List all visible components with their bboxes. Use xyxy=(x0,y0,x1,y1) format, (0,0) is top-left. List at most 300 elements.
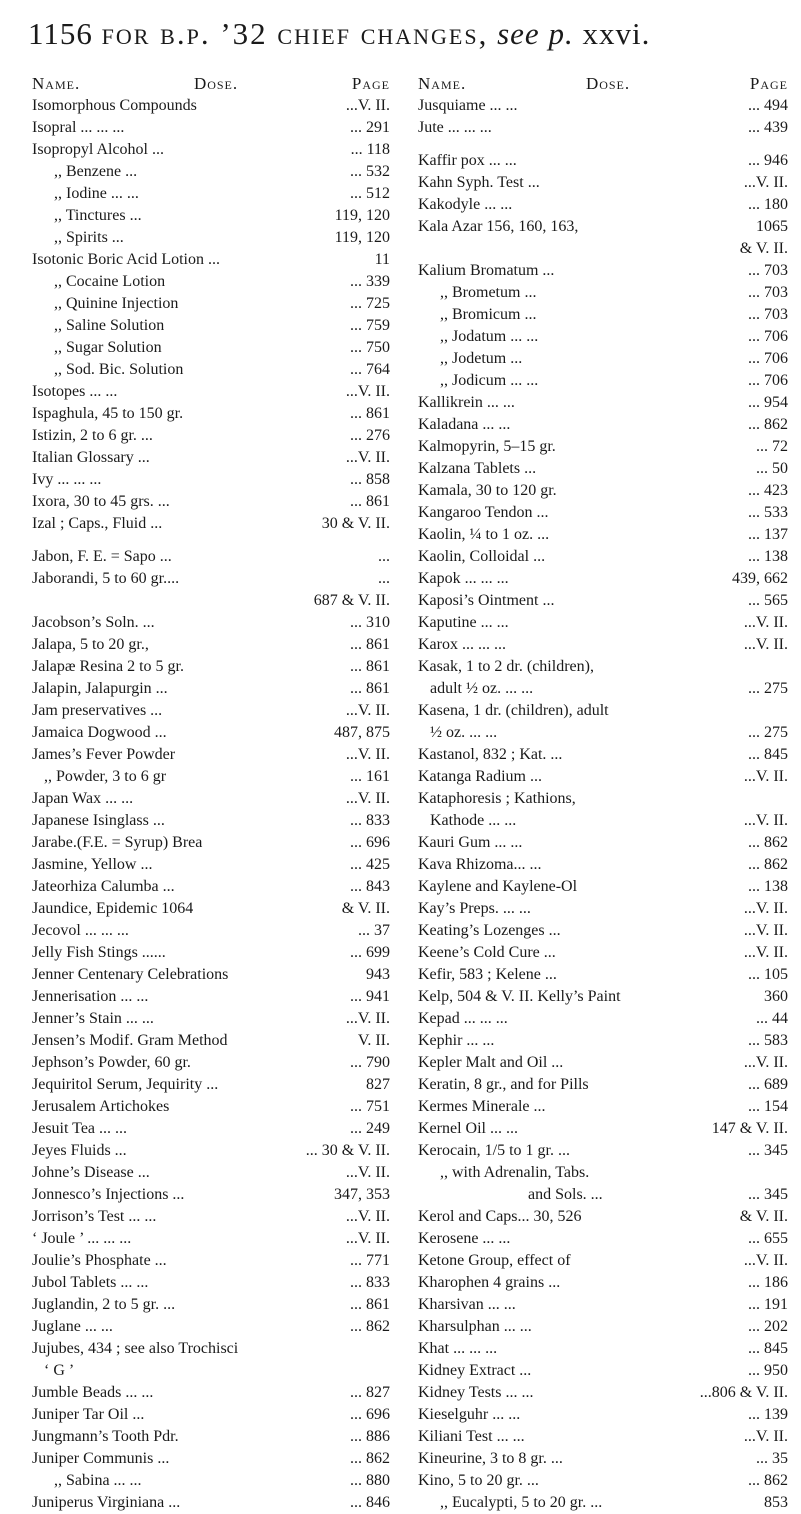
right-entries xyxy=(418,95,788,1514)
index-entry xyxy=(32,491,390,513)
entry-page: ... 703 xyxy=(748,284,788,301)
entry-page: ... 44 xyxy=(756,1010,788,1027)
index-entry xyxy=(418,172,788,194)
index-entry xyxy=(418,216,788,238)
entry-page: ... 703 xyxy=(748,306,788,323)
index-entry xyxy=(418,414,788,436)
index-entry xyxy=(418,788,788,810)
entry-page: 11 xyxy=(374,251,390,268)
entry-name: James’s Fever Powder xyxy=(32,746,176,763)
entry-page: ... 843 xyxy=(350,878,390,895)
entry-page: ...V. II. xyxy=(345,449,390,466)
index-entry xyxy=(32,612,390,634)
entry-name: Juniperus Virginiana ... xyxy=(32,1494,181,1511)
header-see-ref: see p. xyxy=(497,16,574,51)
entry-name: Kerocain, 1/5 to 1 gr. ... xyxy=(418,1142,570,1159)
index-entry xyxy=(418,1360,788,1382)
entry-page: ... 833 xyxy=(350,1274,390,1291)
entry-name: Jaundice, Epidemic 1064 xyxy=(32,900,194,917)
entry-page: ... 37 xyxy=(358,922,390,939)
entry-page: ... 827 xyxy=(350,1384,390,1401)
entry-page: ... 423 xyxy=(748,482,788,499)
index-entry xyxy=(418,810,788,832)
entry-name: Isotopes ... ... xyxy=(32,383,118,400)
entry-name: Jequiritol Serum, Jequirity ... xyxy=(32,1076,219,1093)
entry-page: ... xyxy=(378,570,390,587)
entry-name: Kay’s Preps. ... ... xyxy=(418,900,531,917)
index-entry xyxy=(32,1228,390,1250)
entry-page: ... 310 xyxy=(350,614,390,631)
index-entry xyxy=(418,1426,788,1448)
entry-name: Keating’s Lozenges ... xyxy=(418,922,561,939)
entry-name: ,, Cocaine Lotion xyxy=(54,273,166,290)
entry-name: Japan Wax ... ... xyxy=(32,790,134,807)
entry-name: Juglandin, 2 to 5 gr. ... xyxy=(32,1296,176,1313)
index-entry xyxy=(418,150,788,172)
index-entry xyxy=(32,810,390,832)
entry-name: adult ½ oz. ... ... xyxy=(430,680,534,697)
entry-name: Kino, 5 to 20 gr. ... xyxy=(418,1472,539,1489)
entry-page: ... 886 xyxy=(350,1428,390,1445)
entry-page: ... 861 xyxy=(350,493,390,510)
index-entry xyxy=(418,1162,788,1184)
index-entry xyxy=(418,480,788,502)
index-entry xyxy=(32,590,390,612)
entry-name: ,, Sod. Bic. Solution xyxy=(54,361,184,378)
index-entry xyxy=(418,458,788,480)
entry-name: Jenner’s Stain ... ... xyxy=(32,1010,154,1027)
entry-name: Kelp, 504 & V. II. Kelly’s Paint xyxy=(418,988,621,1005)
index-entry xyxy=(32,656,390,678)
entry-name: Jenner Centenary Celebrations xyxy=(32,966,229,983)
entry-name: Jaborandi, 5 to 60 gr.... xyxy=(32,570,180,587)
entry-page: ...V. II. xyxy=(345,383,390,400)
entry-name: Jorrison’s Test ... ... xyxy=(32,1208,157,1225)
entry-page: ...V. II. xyxy=(743,1252,788,1269)
index-entry xyxy=(418,348,788,370)
entry-page: ... 861 xyxy=(350,680,390,697)
index-entry xyxy=(418,744,788,766)
entry-page: ...V. II. xyxy=(345,746,390,763)
entry-page: ... 138 xyxy=(748,548,788,565)
index-entry xyxy=(32,1404,390,1426)
entry-name: Isopropyl Alcohol ... xyxy=(32,141,164,158)
entry-page: ... 118 xyxy=(350,141,390,158)
entry-page: 487, 875 xyxy=(334,724,390,741)
entry-name: ,, Benzene ... xyxy=(54,163,138,180)
entry-name: Jephson’s Powder, 60 gr. xyxy=(32,1054,191,1071)
entry-page: ...V. II. xyxy=(345,1164,390,1181)
entry-name: Jubol Tablets ... ... xyxy=(32,1274,149,1291)
entry-page: ... xyxy=(378,548,390,565)
entry-page: ... 862 xyxy=(748,1472,788,1489)
entry-page: ...V. II. xyxy=(743,812,788,829)
entry-name: Johne’s Disease ... xyxy=(32,1164,150,1181)
entry-name: ,, Jodetum ... xyxy=(440,350,523,367)
entry-name: ,, Bromicum ... xyxy=(440,306,537,323)
index-entry xyxy=(32,1338,390,1360)
header-ref-page: xxvi. xyxy=(582,16,651,51)
entry-page: ...V. II. xyxy=(743,944,788,961)
entry-page: ... 186 xyxy=(748,1274,788,1291)
entry-page: ... 706 xyxy=(748,328,788,345)
entry-name: Jalapa, 5 to 20 gr., xyxy=(32,636,149,653)
entry-page: ... 845 xyxy=(748,1340,788,1357)
index-entry xyxy=(32,1272,390,1294)
entry-page: ... 946 xyxy=(748,152,788,169)
entry-name: Jeyes Fluids ... xyxy=(32,1142,127,1159)
index-entry xyxy=(32,359,390,381)
index-entry xyxy=(32,722,390,744)
entry-name: ,, Powder, 3 to 6 gr xyxy=(44,768,167,785)
dose-heading: Dose. xyxy=(193,74,239,93)
index-entry xyxy=(418,1228,788,1250)
entry-page: ... 861 xyxy=(350,405,390,422)
entry-page: ...V. II. xyxy=(345,1010,390,1027)
entry-page: ... 275 xyxy=(748,724,788,741)
entry-name: Jumble Beads ... ... xyxy=(32,1384,154,1401)
index-entry xyxy=(32,766,390,788)
entry-name: ,, Sabina ... ... xyxy=(54,1472,142,1489)
entry-page: ... 35 xyxy=(756,1450,788,1467)
entry-page: ... 345 xyxy=(748,1142,788,1159)
index-entry xyxy=(418,260,788,282)
entry-name: ,, Jodatum ... ... xyxy=(440,328,539,345)
entry-name: ,, Brometum ... xyxy=(440,284,537,301)
entry-page: ... 425 xyxy=(350,856,390,873)
entry-page: ... 790 xyxy=(350,1054,390,1071)
header-running-title: for b.p. ’32 chief changes, xyxy=(101,16,489,51)
entry-page: ... 861 xyxy=(350,658,390,675)
index-entry xyxy=(32,381,390,403)
entry-page: ... 532 xyxy=(350,163,390,180)
index-entry xyxy=(418,1404,788,1426)
entry-page: ... 696 xyxy=(350,834,390,851)
entry-name: Kaolin, ¼ to 1 oz. ... xyxy=(418,526,550,543)
entry-name: Jabon, F. E. = Sapo ... xyxy=(32,548,172,565)
entry-page: 30 & V. II. xyxy=(321,515,390,532)
entry-name: Istizin, 2 to 6 gr. ... xyxy=(32,427,153,444)
index-entry xyxy=(418,1316,788,1338)
entry-name: Karox ... ... ... xyxy=(418,636,506,653)
index-entry xyxy=(418,370,788,392)
index-entry xyxy=(32,1426,390,1448)
index-entry xyxy=(32,1448,390,1470)
entry-name: ,, Saline Solution xyxy=(54,317,165,334)
entry-name: Jusquiame ... ... xyxy=(418,97,518,114)
index-entry xyxy=(32,447,390,469)
page-header xyxy=(28,16,788,52)
index-entry xyxy=(418,524,788,546)
entry-name: Jungmann’s Tooth Pdr. xyxy=(32,1428,179,1445)
entry-name: Jamaica Dogwood ... xyxy=(32,724,167,741)
entry-name: Jelly Fish Stings ...... xyxy=(32,944,166,961)
entry-name: Kiliani Test ... ... xyxy=(418,1428,525,1445)
entry-name: Isotonic Boric Acid Lotion ... xyxy=(32,251,220,268)
index-entry xyxy=(32,1162,390,1184)
index-entry xyxy=(418,942,788,964)
entry-name: ,, Spirits ... xyxy=(54,229,124,246)
entry-name: ,, Quinine Injection xyxy=(54,295,179,312)
entry-name: Katanga Radium ... xyxy=(418,768,542,785)
entry-name: Kataphoresis ; Kathions, xyxy=(418,790,576,807)
entry-name: Kieselguhr ... ... xyxy=(418,1406,521,1423)
index-entry xyxy=(32,1184,390,1206)
entry-page: ... 706 xyxy=(748,350,788,367)
entry-name: Kaylene and Kaylene-Ol xyxy=(418,878,578,895)
index-entry xyxy=(32,1140,390,1162)
entry-page: & V. II. xyxy=(341,900,390,917)
entry-name: ,, with Adrenalin, Tabs. xyxy=(440,1164,590,1181)
entry-page: ... 862 xyxy=(748,416,788,433)
entry-name: Keene’s Cold Cure ... xyxy=(418,944,556,961)
entry-page: ... 339 xyxy=(350,273,390,290)
name-heading: Name. xyxy=(32,74,81,93)
index-entry xyxy=(418,1140,788,1162)
entry-name: Kauri Gum ... ... xyxy=(418,834,523,851)
entry-name: Jensen’s Modif. Gram Method xyxy=(32,1032,228,1049)
entry-page: ...V. II. xyxy=(743,900,788,917)
entry-name: and Sols. ... xyxy=(528,1186,603,1203)
index-entry xyxy=(32,1250,390,1272)
entry-name: ,, Jodicum ... ... xyxy=(440,372,539,389)
index-entry xyxy=(32,1074,390,1096)
entry-page: ... 291 xyxy=(350,119,390,136)
index-entry xyxy=(418,1382,788,1404)
index-entry xyxy=(418,1448,788,1470)
index-entry xyxy=(418,502,788,524)
entry-name: Ispaghula, 45 to 150 gr. xyxy=(32,405,184,422)
entry-name: Kefir, 583 ; Kelene ... xyxy=(418,966,557,983)
entry-page: ... 180 xyxy=(748,196,788,213)
entry-page: 853 xyxy=(764,1494,788,1511)
index-entry xyxy=(32,315,390,337)
index-entry xyxy=(32,942,390,964)
entry-page: ... 862 xyxy=(748,834,788,851)
entry-name: Jalapin, Jalapurgin ... xyxy=(32,680,168,697)
entry-page: ...V. II. xyxy=(743,614,788,631)
entry-page: ... 494 xyxy=(748,97,788,114)
index-entry xyxy=(418,1096,788,1118)
entry-page: ...V. II. xyxy=(345,790,390,807)
index-entry xyxy=(32,1316,390,1338)
entry-name: Kerosene ... ... xyxy=(418,1230,511,1247)
index-entry xyxy=(418,117,788,139)
index-entry xyxy=(418,282,788,304)
index-entry xyxy=(32,1360,390,1382)
page-number: 1156 xyxy=(28,16,93,51)
entry-name: Kalium Bromatum ... xyxy=(418,262,555,279)
entry-name: Jam preservatives ... xyxy=(32,702,163,719)
index-entry xyxy=(32,568,390,590)
entry-name: Kava Rhizoma... ... xyxy=(418,856,542,873)
entry-name: Ketone Group, effect of xyxy=(418,1252,571,1269)
entry-name: Kapok ... ... ... xyxy=(418,570,509,587)
index-entry xyxy=(32,1470,390,1492)
entry-page: 360 xyxy=(764,988,788,1005)
index-entry xyxy=(418,1250,788,1272)
index-entry xyxy=(32,469,390,491)
entry-page: ... 138 xyxy=(748,878,788,895)
entry-page: ... 699 xyxy=(350,944,390,961)
entry-page: ... 689 xyxy=(748,1076,788,1093)
index-entry xyxy=(418,1470,788,1492)
index-entry xyxy=(418,95,788,117)
entry-name: Kerol and Caps... 30, 526 xyxy=(418,1208,582,1225)
entry-page: 119, 120 xyxy=(334,229,390,246)
entry-name: Kamala, 30 to 120 gr. xyxy=(418,482,557,499)
index-entry xyxy=(32,249,390,271)
left-entries xyxy=(32,95,390,1514)
entry-page: ...V. II. xyxy=(743,1054,788,1071)
entry-name: Kahn Syph. Test ... xyxy=(418,174,540,191)
index-entry xyxy=(418,1338,788,1360)
entry-page: ... 512 xyxy=(350,185,390,202)
entry-page: 827 xyxy=(366,1076,390,1093)
entry-name: Jasmine, Yellow ... xyxy=(32,856,153,873)
index-entry xyxy=(418,436,788,458)
entry-page: ...V. II. xyxy=(743,1428,788,1445)
entry-name: Jateorhiza Calumba ... xyxy=(32,878,175,895)
entry-page: ... 771 xyxy=(350,1252,390,1269)
entry-name: Isomorphous Compounds xyxy=(32,97,197,114)
index-entry xyxy=(32,227,390,249)
entry-page: ... 583 xyxy=(748,1032,788,1049)
entry-page: ...V. II. xyxy=(345,97,390,114)
entry-name: Kephir ... ... xyxy=(418,1032,495,1049)
entry-page: ... 858 xyxy=(350,471,390,488)
entry-page: ... 846 xyxy=(350,1494,390,1511)
entry-page: ... 862 xyxy=(748,856,788,873)
entry-name: Kidney Extract ... xyxy=(418,1362,532,1379)
entry-name: Kangaroo Tendon ... xyxy=(418,504,549,521)
index-entry xyxy=(418,964,788,986)
index-entry xyxy=(32,1206,390,1228)
entry-page: ... 833 xyxy=(350,812,390,829)
page-heading: Page xyxy=(749,74,788,93)
index-entry xyxy=(32,832,390,854)
entry-page: 147 & V. II. xyxy=(711,1120,788,1137)
index-entry xyxy=(32,744,390,766)
entry-page: ... 154 xyxy=(748,1098,788,1115)
entry-name: Juglane ... ... xyxy=(32,1318,113,1335)
index-entry xyxy=(418,1052,788,1074)
entry-name: Kathode ... ... xyxy=(430,812,517,829)
dose-heading: Dose. xyxy=(585,74,631,93)
index-entry xyxy=(32,898,390,920)
index-entry xyxy=(418,1008,788,1030)
entry-page: ... 202 xyxy=(748,1318,788,1335)
entry-page: 347, 353 xyxy=(334,1186,390,1203)
entry-page: ...V. II. xyxy=(743,636,788,653)
index-entry xyxy=(418,326,788,348)
index-entry xyxy=(418,1184,788,1206)
entry-name: Kaolin, Colloidal ... xyxy=(418,548,546,565)
entry-name: Khat ... ... ... xyxy=(418,1340,498,1357)
entry-name: Ivy ... ... ... xyxy=(32,471,102,488)
entry-page: ...V. II. xyxy=(345,1208,390,1225)
entry-name: Kaputine ... ... xyxy=(418,614,509,631)
entry-name: Jalapæ Resina 2 to 5 gr. xyxy=(32,658,184,675)
index-entry xyxy=(418,1118,788,1140)
entry-name: Kaposi’s Ointment ... xyxy=(418,592,555,609)
entry-page: ...V. II. xyxy=(743,174,788,191)
entry-page: 439, 662 xyxy=(732,570,788,587)
index-entry xyxy=(418,590,788,612)
index-entry xyxy=(418,612,788,634)
index-entry xyxy=(32,700,390,722)
entry-page: ... 345 xyxy=(748,1186,788,1203)
index-entry xyxy=(418,194,788,216)
index-entry xyxy=(32,293,390,315)
index-entry xyxy=(32,183,390,205)
entry-page: ... 861 xyxy=(350,1296,390,1313)
entry-name: Kermes Minerale ... xyxy=(418,1098,546,1115)
index-entry xyxy=(418,1492,788,1514)
entry-page: ... 845 xyxy=(748,746,788,763)
column-header xyxy=(418,73,788,95)
entry-page: ... 565 xyxy=(748,592,788,609)
entry-name: Kidney Tests ... ... xyxy=(418,1384,534,1401)
entry-name: ,, Iodine ... ... xyxy=(54,185,139,202)
entry-name: Kasena, 1 dr. (children), adult xyxy=(418,702,609,719)
entry-page: 943 xyxy=(366,966,390,983)
entry-name: Kaffir pox ... ... xyxy=(418,152,517,169)
entry-page: ...806 & V. II. xyxy=(699,1384,788,1401)
entry-name: Kharophen 4 grains ... xyxy=(418,1274,561,1291)
entry-page: 1065 xyxy=(756,218,788,235)
entry-page: ...V. II. xyxy=(345,1230,390,1247)
index-entry xyxy=(32,161,390,183)
index-entry xyxy=(418,1294,788,1316)
entry-page: ... 862 xyxy=(350,1318,390,1335)
index-entry xyxy=(32,788,390,810)
index-entry xyxy=(32,634,390,656)
entry-name: Kineurine, 3 to 8 gr. ... xyxy=(418,1450,563,1467)
entry-name: Jerusalem Artichokes xyxy=(32,1098,170,1115)
entry-name: Kakodyle ... ... xyxy=(418,196,513,213)
index-entry xyxy=(32,876,390,898)
entry-page: ... 72 xyxy=(756,438,788,455)
entry-name: ,, Tinctures ... xyxy=(54,207,142,224)
index-entry xyxy=(32,271,390,293)
entry-page: ... 137 xyxy=(748,526,788,543)
index-entry xyxy=(32,425,390,447)
entry-name: Juniper Communis ... xyxy=(32,1450,170,1467)
entry-name: Kepler Malt and Oil ... xyxy=(418,1054,564,1071)
entry-name: Kasak, 1 to 2 dr. (children), xyxy=(418,658,594,675)
index-entry xyxy=(32,403,390,425)
index-entry xyxy=(32,1030,390,1052)
entry-page: ... 50 xyxy=(756,460,788,477)
index-entry xyxy=(32,1294,390,1316)
index-entry xyxy=(418,722,788,744)
index-entry xyxy=(418,920,788,942)
index-entry xyxy=(32,337,390,359)
entry-name: Italian Glossary ... xyxy=(32,449,150,466)
index-entry xyxy=(32,986,390,1008)
entry-name: ,, Sugar Solution xyxy=(54,339,162,356)
entry-name: Juniper Tar Oil ... xyxy=(32,1406,145,1423)
entry-page: ... 725 xyxy=(350,295,390,312)
index-entry xyxy=(418,700,788,722)
index-entry xyxy=(418,238,788,260)
index-entry xyxy=(418,634,788,656)
entry-name: Kala Azar 156, 160, 163, xyxy=(418,218,579,235)
entry-page: ... 954 xyxy=(748,394,788,411)
index-entry xyxy=(32,964,390,986)
column-header xyxy=(32,73,390,95)
